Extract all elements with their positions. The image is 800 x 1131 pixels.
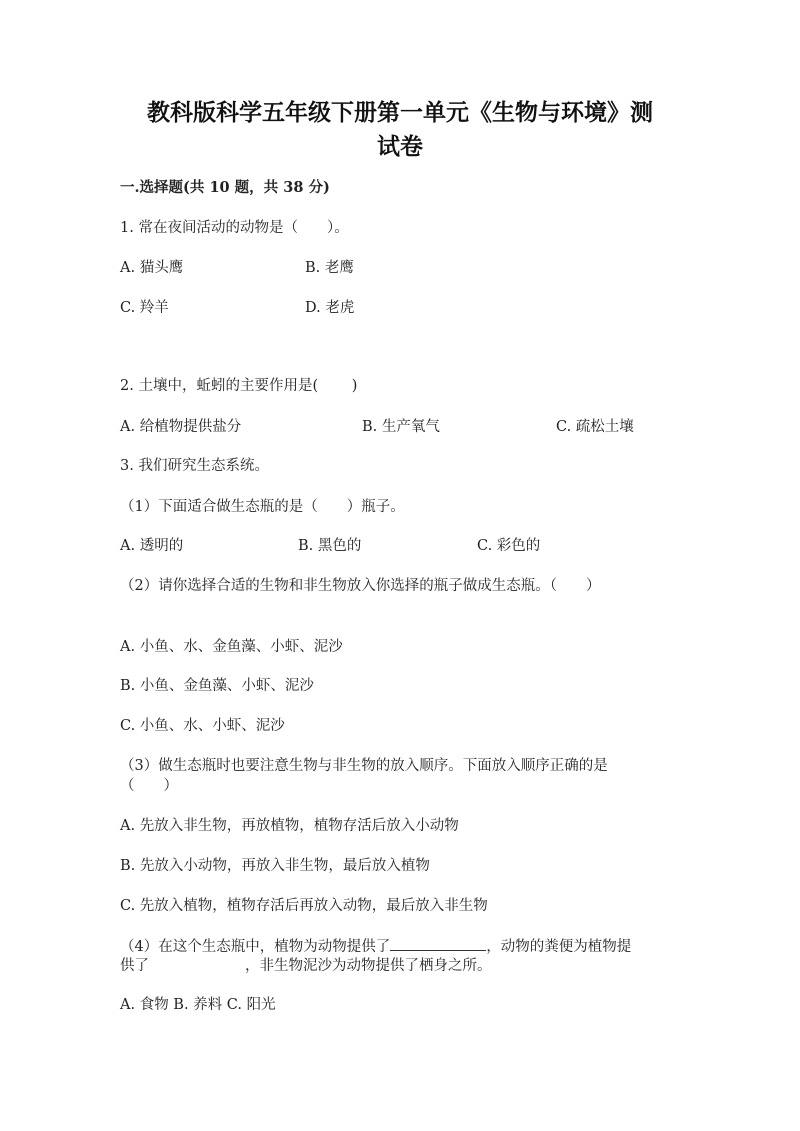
q3-1-option-c: C. 彩色的 — [477, 538, 541, 554]
q1-option-a: A. 猫头鹰 — [120, 260, 184, 276]
q3-3-option-a: A. 先放入非生物，再放植物，植物存活后放入小动物 — [120, 818, 459, 834]
q3-2-stem: （2）请你选择合适的生物和非生物放入你选择的瓶子做成生态瓶。（ ） — [120, 578, 601, 594]
q2-stem: 2. 土壤中，蚯蚓的主要作用是( ) — [120, 378, 358, 394]
q3-4-stem-part2: ，动物的粪便为植物提 — [486, 939, 632, 955]
q2-option-b: B. 生产氧气 — [362, 419, 440, 435]
q3-stem: 3. 我们研究生态系统。 — [120, 458, 269, 474]
q3-3-option-c: C. 先放入植物，植物存活后再放入动物，最后放入非生物 — [120, 898, 488, 914]
q3-2-option-c: C. 小鱼、水、小虾、泥沙 — [120, 718, 285, 734]
q2-option-a: A. 给植物提供盐分 — [120, 419, 242, 435]
q3-3-stem-line1: （3）做生态瓶时也要注意生物与非生物的放入顺序。下面放入顺序正确的是 — [120, 758, 608, 774]
q3-3-option-b: B. 先放入小动物，再放入非生物，最后放入植物 — [120, 858, 430, 874]
q3-4-stem-line1 — [120, 935, 631, 957]
q3-4-stem-part4: ，非生物泥沙为动物提供了栖身之所。 — [245, 958, 492, 974]
exam-title-line2: 试卷 — [377, 133, 423, 160]
q3-2-option-a: A. 小鱼、水、金鱼藻、小虾、泥沙 — [120, 639, 343, 655]
q1-option-c: C. 羚羊 — [120, 300, 169, 316]
exam-title — [120, 96, 680, 164]
q3-1-option-a: A. 透明的 — [120, 538, 184, 554]
q3-4-options: A. 食物 B. 养料 C. 阳光 — [120, 997, 276, 1013]
q2-option-c: C. 疏松土壤 — [556, 419, 634, 435]
q3-1-option-b: B. 黑色的 — [298, 538, 362, 554]
q3-4-stem-line2 — [120, 955, 492, 976]
q1-stem: 1. 常在夜间活动的动物是（ ）。 — [120, 220, 349, 236]
answer-blank-unlined[interactable] — [149, 955, 245, 970]
exam-title-line1: 教科版科学五年级下册第一单元《生物与环境》测 — [147, 99, 653, 126]
q3-4-stem-part1: （4）在这个生态瓶中，植物为动物提供了 — [120, 939, 391, 955]
q3-2-option-b: B. 小鱼、金鱼藻、小虾、泥沙 — [120, 678, 314, 694]
q3-1-stem: （1）下面适合做生态瓶的是（ ）瓶子。 — [120, 499, 405, 515]
q3-3-stem-line2: （ ） — [120, 778, 178, 794]
q3-4-stem-part3: 供了 — [120, 958, 149, 974]
section-heading: 一.选择题(共 10 题，共 38 分) — [120, 179, 330, 196]
answer-blank[interactable] — [390, 935, 486, 951]
q1-option-d: D. 老虎 — [305, 300, 355, 316]
q1-option-b: B. 老鹰 — [305, 260, 354, 276]
